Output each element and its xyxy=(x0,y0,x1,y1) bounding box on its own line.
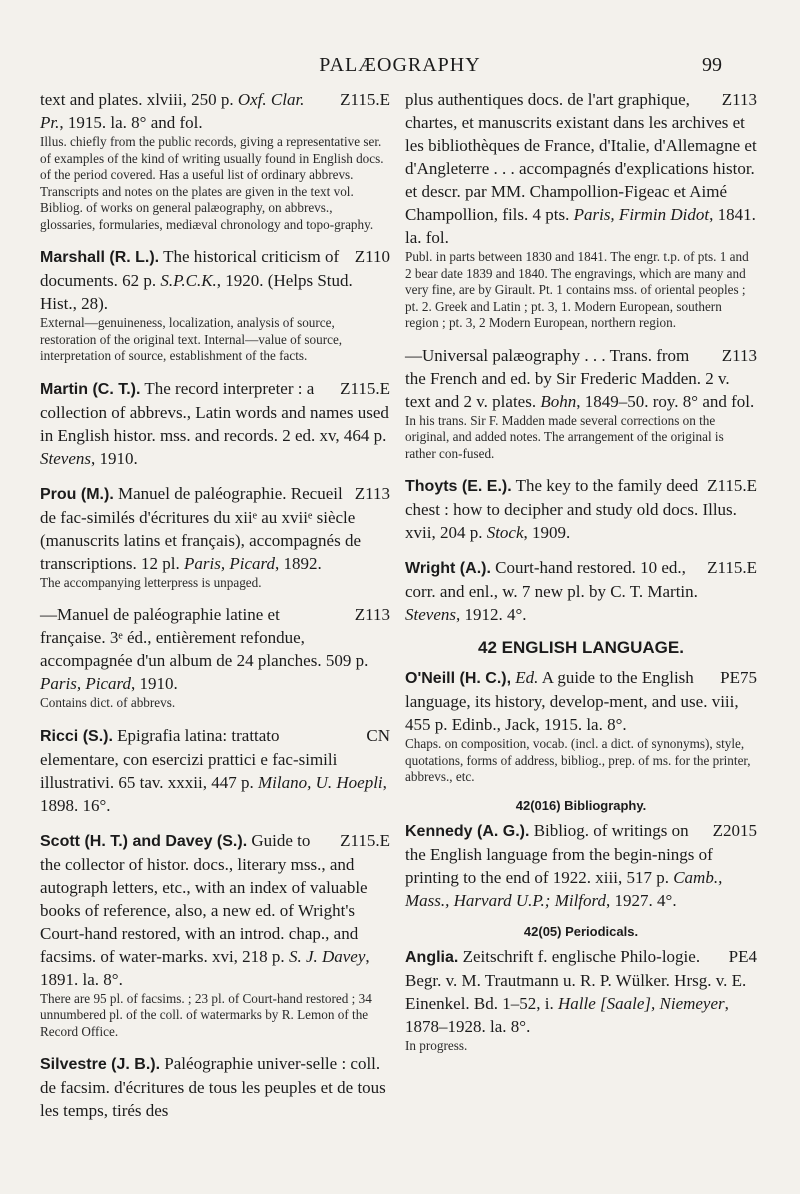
entry-title: Guide to the collector of histor. docs., literary mss., and autograph letters, etc., with an index of valuable books of reference, also, a new ed. of Wright's Court-hand restored, with an introd. chap., and facsims. of water-marks. xvi, 218 p. xyxy=(40,830,368,966)
entry-citation xyxy=(40,245,390,315)
class-mark: Z115.E xyxy=(340,90,390,109)
bib-entry xyxy=(40,245,390,365)
bib-entry xyxy=(40,377,390,470)
entry-author: Anglia. xyxy=(405,948,459,966)
entry-title: Bibliog. of writings on the English language from the begin-nings of printing to the end of 1922. xiii, 517 p. xyxy=(405,820,713,887)
page-header xyxy=(0,50,800,82)
entry-note: Chaps. on composition, vocab. (incl. a dict. of synonyms), style, quotations, forms of address, bibliog., prep. of ms. for the printer, abbrevs., etc. xyxy=(405,736,751,784)
entry-citation xyxy=(40,482,390,575)
entry-author: O'Neill (H. C.), xyxy=(405,670,512,687)
entry-title: The key to the family deed chest : how to decipher and study old docs. Illus. xvii, 204 p. xyxy=(405,476,737,542)
entry-author: Scott (H. T.) and Davey (S.). xyxy=(40,832,248,850)
class-mark: Z110 xyxy=(354,247,390,266)
entry-citation xyxy=(405,666,757,736)
entry-title: text and plates. xlviii, 250 p. xyxy=(40,90,238,109)
entry-imprint: , 1910. xyxy=(130,674,178,693)
entry-publisher: Paris, Picard xyxy=(184,553,275,573)
entry-author: Ricci (S.). xyxy=(40,727,113,745)
entry-title: Paléographie univer-selle : coll. de facsim. d'écritures de tous les peuples et de tous les temps, tirés des xyxy=(40,1054,386,1120)
entry-publisher: Stock xyxy=(486,523,524,542)
entry-citation xyxy=(405,474,757,544)
entry-imprint: , 1849–50. roy. 8° and fol. xyxy=(576,391,755,411)
entry-citation xyxy=(405,88,757,249)
entry-citation xyxy=(405,945,757,1038)
entry-note: There are 95 pl. of facsims. ; 23 pl. of Court-hand restored ; 34 unnumbered pl. of the coll. of watermarks by R. Lemon of the Record Office. xyxy=(40,990,372,1039)
entry-note: External—genuineness, localization, analysis of source, restoration of the original text. Internal—value of source, interpretation of source, establishment of the facts. xyxy=(40,315,343,363)
entry-note: Illus. chiefly from the public records, giving a representative ser. of examples of the kind of writing usually found in English docs. of the period covered. Has a useful list of ordinary abbrevs. Transcripts and notes on the plates are given in the text vol. Bibliog. of works on general palæography, on abbrevs., glossaries, formularies, mediæval chronology and topo-graphy. xyxy=(40,134,384,232)
entry-title: The record interpreter : a collection of abbrevs., Latin words and names used in English histor. mss. and records. 2 ed. xv, 464 p. xyxy=(40,378,389,445)
entry-title: —Universal palæography . . . Trans. from the French and ed. by Sir Frederic Madden. 2 v. text and 2 v. plates. xyxy=(405,345,730,411)
entry-imprint: , 1909. xyxy=(523,523,571,542)
entry-imprint: , 1898. 16°. xyxy=(40,772,387,815)
bib-entry xyxy=(405,556,757,626)
bib-entry xyxy=(40,482,390,592)
entry-author: Thoyts (E. E.). xyxy=(405,478,512,495)
entry-author: Silvestre (J. B.). xyxy=(40,1056,161,1073)
class-mark: Z113 xyxy=(721,90,757,109)
entry-note: Contains dict. of abbrevs. xyxy=(40,695,176,710)
bib-entry xyxy=(405,474,757,544)
class-mark: Z2015 xyxy=(712,820,757,840)
entry-imprint: , 1841. la. fol. xyxy=(405,205,756,247)
entry-title: Manuel de paléographie. Recueil de fac-similés d'écritures du xiiᵉ au xviiᵉ siècle (manuscrits latins et français), accompagnés de transcriptions. 12 pl. xyxy=(40,483,361,573)
class-mark: PE4 xyxy=(728,946,757,966)
entry-imprint: A guide to the English language, its history, develop-ment, and use. viii, 455 p. Edinb., Jack, 1915. la. 8°. xyxy=(405,668,739,734)
class-mark: Z113 xyxy=(354,483,390,503)
right-column xyxy=(405,88,757,1066)
left-column xyxy=(40,88,390,1134)
entry-publisher: Stevens xyxy=(405,605,456,624)
entry-publisher: Paris, Picard xyxy=(40,674,131,693)
entry-note: The accompanying letterpress is unpaged. xyxy=(40,574,262,590)
class-mark: Z115.E xyxy=(707,558,757,577)
entry-publisher: S.P.C.K. xyxy=(160,271,217,290)
entry-publisher: Ed. xyxy=(515,668,539,687)
class-mark: Z113 xyxy=(354,605,390,624)
entry-title: Zeitschrift f. englische Philo-logie. Begr. v. M. Trautmann u. R. P. Wülker. Hrsg. v. E. Einenkel. Bd. 1–52, i. xyxy=(405,946,747,1013)
entry-author: Kennedy (A. G.). xyxy=(405,822,530,840)
entry-publisher: S. J. Davey xyxy=(288,946,366,966)
section-heading: 42 ENGLISH LANGUAGE. xyxy=(478,638,684,657)
entry-author: Marshall (R. L.). xyxy=(40,249,160,266)
class-mark: PE75 xyxy=(720,668,757,687)
entry-publisher: Milano, U. Hoepli xyxy=(258,772,383,792)
bib-entry xyxy=(405,819,757,912)
class-mark: Z115.E xyxy=(340,378,390,398)
class-mark: Z115.E xyxy=(707,476,757,495)
entry-imprint: , 1910. xyxy=(90,448,138,468)
entry-citation xyxy=(40,603,390,695)
entry-note: In his trans. Sir F. Madden made several corrections on the original, and added notes. The arrangement of the original is rather con-fused. xyxy=(405,412,724,461)
bib-entry xyxy=(405,666,757,786)
entry-publisher: Bohn xyxy=(540,391,577,411)
bib-entry xyxy=(405,945,757,1055)
entry-imprint: , 1920. (Helps Stud. Hist., 28). xyxy=(40,271,353,313)
bib-entry xyxy=(40,829,390,1041)
entry-author: Prou (M.). xyxy=(40,485,114,503)
entry-publisher: Camb., Mass., Harvard U.P.; Milford xyxy=(405,867,723,910)
entry-title: Epigrafia latina: trattato elementare, con esercizi prattici e fac-simili illustrativi. 65 tav. xxxii, 447 p. xyxy=(40,725,338,792)
entry-title: Court-hand restored. 10 ed., corr. and enl., w. 7 new pl. by C. T. Martin. xyxy=(405,558,698,601)
entry-publisher: Oxf. Clar. Pr. xyxy=(40,90,305,132)
entry-author: Wright (A.). xyxy=(405,560,491,577)
entry-citation xyxy=(40,1052,390,1122)
entry-citation xyxy=(40,724,390,817)
entry-note: In progress. xyxy=(405,1037,468,1053)
entry-title: —Manuel de paléographie latine et française. 3ᵉ éd., entièrement refondue, accompagnée d'un album de 24 planches. 509 p. xyxy=(40,605,369,670)
entry-citation xyxy=(405,344,757,413)
bib-entry xyxy=(40,603,390,712)
entry-note: Publ. in parts between 1830 and 1841. The engr. t.p. of pts. 1 and 2 bear date 1839 and 1840. The engravings, which are many and very fine, are by Girault. Pt. 1 contains mss. of oriental peoples ; pt. 2. Greek and Latin ; pt. 3, 1. Modern European, southern region ; pt. 3, 2 Modern European, northern region. xyxy=(405,249,749,330)
bib-entry xyxy=(405,88,757,332)
entry-publisher: Paris, Firmin Didot xyxy=(573,205,710,224)
entry-publisher: Stevens xyxy=(40,448,91,468)
entry-title: The historical criticism of documents. 62 p. xyxy=(40,247,340,290)
entry-imprint: , 1892. xyxy=(275,553,322,573)
class-mark: Z113 xyxy=(721,345,757,365)
entry-publisher: Halle [Saale], Niemeyer xyxy=(557,993,725,1013)
bib-entry xyxy=(40,724,390,817)
entry-citation xyxy=(405,556,757,626)
running-title: PALÆOGRAPHY xyxy=(319,54,481,76)
subsection-heading: 42(05) Periodicals. xyxy=(523,923,639,939)
entry-citation xyxy=(405,819,757,912)
class-mark: Z115.E xyxy=(340,830,390,850)
class-mark: CN xyxy=(366,725,390,745)
entry-imprint: , 1915. la. 8° and fol. xyxy=(59,113,203,132)
entry-citation xyxy=(40,88,390,134)
entry-imprint: , 1927. 4°. xyxy=(606,890,677,910)
bib-entry xyxy=(40,1052,390,1122)
entry-imprint: , 1912. 4°. xyxy=(455,605,527,624)
entry-author: Martin (C. T.). xyxy=(40,380,141,398)
entry-citation xyxy=(40,377,390,470)
bib-entry xyxy=(405,344,757,463)
bib-entry xyxy=(40,88,390,233)
entry-imprint: , 1891. la. 8°. xyxy=(40,946,370,989)
page-number: 99 xyxy=(702,54,722,76)
entry-citation xyxy=(40,829,390,991)
subsection-heading: 42(016) Bibliography. xyxy=(515,797,647,813)
entry-imprint: , 1878–1928. la. 8°. xyxy=(405,993,729,1036)
entry-title: plus authentiques docs. de l'art graphique, chartes, et manuscrits existant dans les archives et les bibliothèques de France, d'Italie, d'Allemagne et d'Angleterre . . . accompagnés d'explications histor. et descr. par MM. Champollion-Figeac et Aimé Champollion, fils. 4 pts. xyxy=(405,90,757,224)
